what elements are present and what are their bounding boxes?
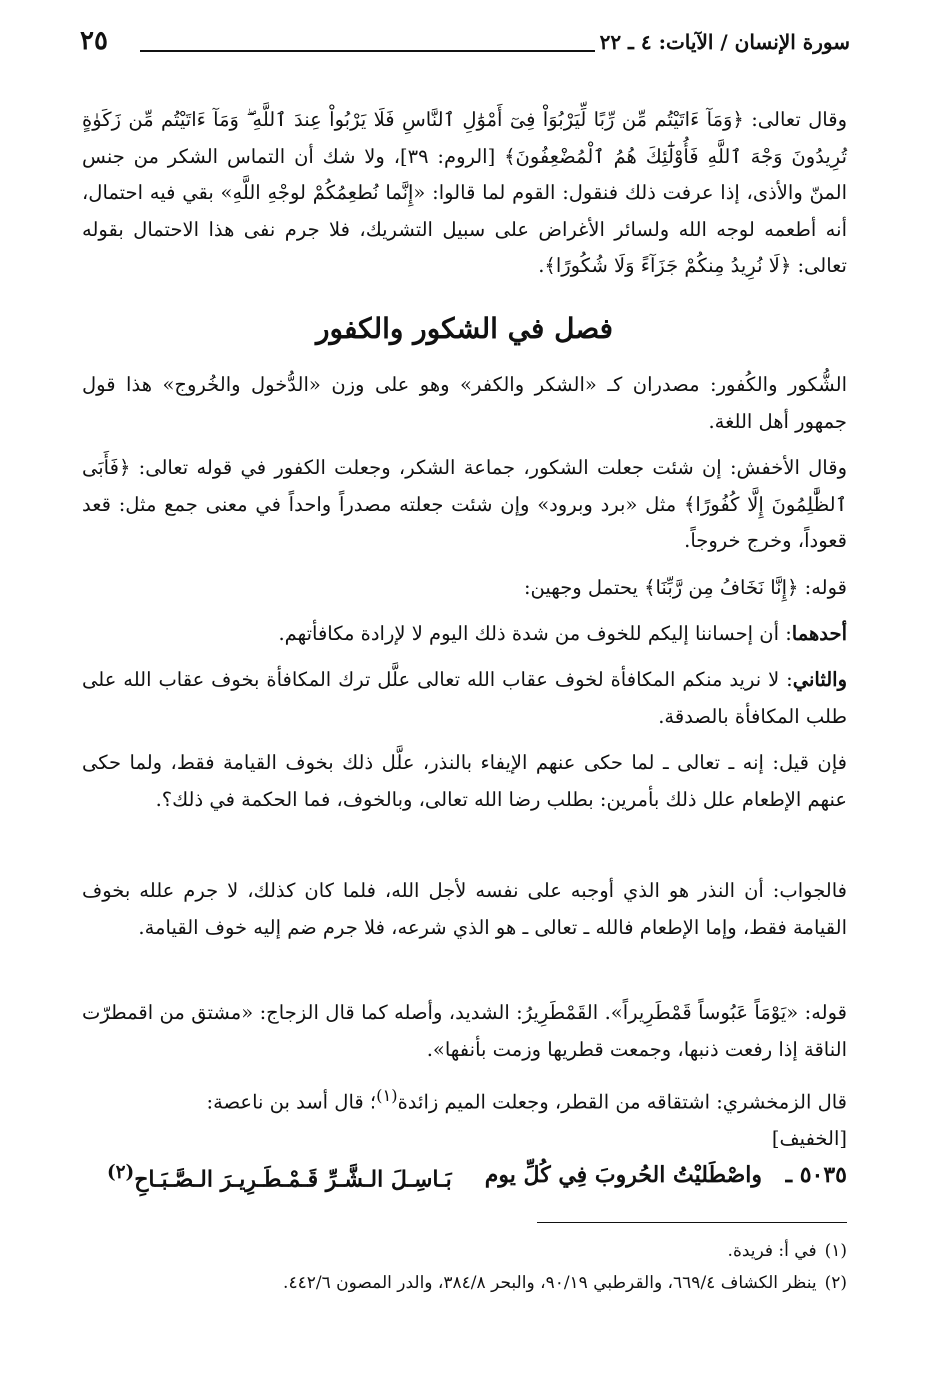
section-heading: فصل في الشكور والكفور [315, 312, 614, 345]
paragraph-9: قوله: «يَوْمَاً عَبُوساً قَمْطَرِيراً». القَمْطَرِيرُ: الشديد، وأصله كما قال الزجاج: «مشتق من اقمطرّت الناقة إذا رفعت ذنبها، وجمعت قطريها وزمت بأنفها». [82, 1001, 847, 1061]
footnote-ref-2: (٢) [107, 1162, 135, 1183]
footnote-ref-1: (١) [376, 1086, 398, 1105]
second-hemistich: بَـاسِـلَ الـشَّـرِّ قَـمْـطَـرِيـرَ الـصَّـبَـاحِ [134, 1166, 452, 1193]
second-hemistich-wrap [107, 1162, 452, 1192]
footnote-text: ينظر الكشاف ٦٦٩/٤، والقرطبي ٩٠/١٩، والبحر ٣٨٤/٨، والدر المصون ٤٤٢/٦. [283, 1273, 817, 1293]
poetry-verse [82, 1158, 847, 1202]
footnote-number: (١) [824, 1241, 847, 1261]
first-point-label: أحدهما [791, 622, 847, 645]
paragraph-5 [82, 616, 847, 653]
paragraph-7: فإن قيل: إنه ـ تعالى ـ لما حكى عنهم الإيفاء بالنذر، علَّل ذلك بخوف القيامة فقط، ولما حكى عنهم الإطعام علل ذلك بأمرين: بطلب رضا الله تعالى، وبالخوف، فما الحكمة في ذلك؟. [82, 751, 847, 811]
paragraph-6 [82, 662, 847, 735]
paragraph-8: فالجواب: أن النذر هو الذي أوجبه على نفسه لأجل الله، فلما كان كذلك، لا جرم علله بخوف القيامة فقط، وإما الإطعام فالله ـ تعالى ـ هو الذي شرعه، فلا جرم ضم إليه خوف القيامة. [82, 879, 847, 939]
paragraph-1: وقال تعالى: ﴿وَمَآ ءَاتَيْتُم مِّن رِّبًا لِّيَرْبُوَاْ فِىٓ أَمْوَٰلِ ٱلنَّاسِ فَلَا يَرْبُواْ عِندَ ٱللَّهِ ۖ وَمَآ ءَاتَيْتُم مِّن زَكَوٰةٍ تُرِيدُونَ وَجْهَ ٱللَّهِ فَأُوْلَٰٓئِكَ هُمُ ٱلْمُضْعِفُونَ﴾ [الروم: ٣٩]، ولا شك أن التماس الشكر من جنس المنّ والأذى، إذا عرفت ذلك فنقول: القوم لما قالوا: «إِنَّما نُطعِمُكُمْ لوجْهِ اللَّهِ» بقي فيه احتمال، أنه أطعمه لوجه الله ولسائر الأغراض على سبيل التشريك، فلا جرم نفى هذا الاحتمال بقوله تعالى: ﴿لَا نُرِيدُ مِنكُمْ جَزَآءً وَلَا شُكُورًا﴾. [82, 108, 847, 277]
paragraph-2: الشُّكور والكُفور: مصدران كـ «الشكر والكفر» وهو على وزن «الدُّخول والخُروج» هذا قول جمهور أهل اللغة. [82, 373, 847, 433]
footnote-number: (٢) [824, 1273, 847, 1293]
second-point-text: : لا نريد منكم المكافأة لخوف عقاب الله تعالى علَّل ترك المكافأة بخوف عقاب الله على طلب المكافأة بالصدقة. [82, 668, 847, 728]
page-header [80, 26, 850, 70]
first-point-text: : أن إحساننا إليكم للخوف من شدة ذلك اليوم لا لإرادة مكافأتهم. [278, 622, 792, 645]
poetic-meter: [الخفيف] [771, 1127, 847, 1150]
header-rule [140, 50, 595, 52]
footnote-2 [82, 1268, 847, 1298]
verse-number: ٥٠٣٥ ـ [785, 1162, 847, 1188]
page-number: ٢٥ [80, 26, 108, 56]
footnote-separator [537, 1222, 847, 1223]
first-hemistich: واصْطَليْتُ الحُروبَ فِي كُلِّ يوم [484, 1162, 762, 1188]
running-title: سورة الإنسان / الآيات: ٤ ـ ٢٢ [599, 30, 850, 54]
paragraph-4: قوله: ﴿إِنَّا نَخَافُ مِن رَّبِّنَا﴾ يحتمل وجهين: [523, 576, 847, 599]
paragraph-10 [82, 1078, 847, 1158]
footnote-text: في أ: فريدة. [727, 1241, 817, 1261]
zamakhshari-text: قال الزمخشري: اشتقاقه من القطر، وجعلت الميم زائدة [397, 1090, 847, 1114]
second-point-label: والثاني [792, 668, 847, 691]
footnote-1 [82, 1236, 847, 1266]
paragraph-3: وقال الأخفش: إن شئت جعلت الشكور، جماعة الشكر، وجعلت الكفور في قوله تعالى: ﴿فَأَبَى ٱلظَّٰلِمُونَ إِلَّا كُفُورًا﴾ مثل «برد وبرود» وإن شئت جعلته مصدراً واحداً في معنى جمع مثل: قعد قعوداً، وخرج خروجاً. [82, 456, 847, 552]
zamakhshari-text-end: ؛ قال أسد بن ناعصة: [206, 1090, 377, 1114]
